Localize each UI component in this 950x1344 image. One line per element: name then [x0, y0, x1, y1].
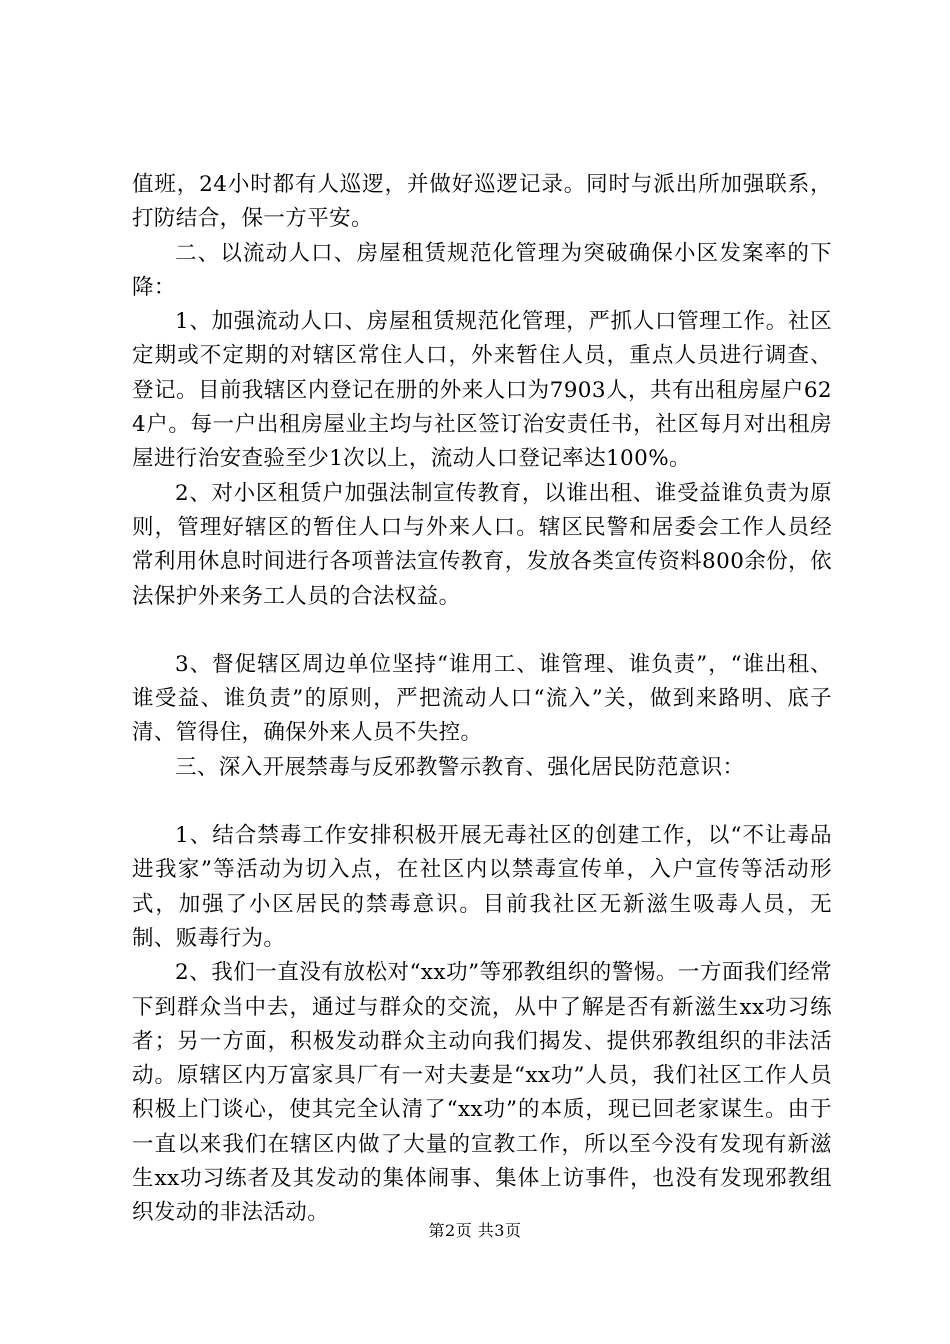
page-number-label: 第2页 共3页 — [428, 1221, 522, 1240]
paragraph-3-1: 1、结合禁毒工作安排积极开展无毒社区的创建工作，以“不让毒品进我家”等活动为切入点，在社区内以禁毒宣传单，入户宣传等活动形式，加强了小区居民的禁毒意识。目前我社区无新滋生吸毒人员，无制、贩毒行为。 — [132, 823, 832, 951]
paragraph-2-2: 2、对小区租赁户加强法制宣传教育，以谁出租、谁受益谁负责为原则，管理好辖区的暂住人口与外来人口。辖区民警和居委会工作人员经常利用休息时间进行各项普法宣传教育，发放各类宣传资料800余份，依法保护外来务工人员的合法权益。 — [132, 480, 832, 609]
section-heading-3: 三、深入开展禁毒与反邪教警示教育、强化居民防范意识： — [175, 754, 745, 780]
paragraph-2-1: 1、加强流动人口、房屋租赁规范化管理，严抓人口管理工作。社区定期或不定期的对辖区常住人口，外来暂住人员，重点人员进行调查、登记。目前我辖区内登记在册的外来人口为7903人，共有出租房屋户624户。每一户出租房屋业主均与社区签订治安责任书，社区每月对出租房屋进行治安查验至少1次以上，流动人口登记率达100%。 — [132, 309, 832, 472]
paragraph-3-2: 2、我们一直没有放松对“xx功”等邪教组织的警惕。一方面我们经常下到群众当中去，通过与群众的交流，从中了解是否有新滋生xx功习练者；另一方面，积极发动群众主动向我们揭发、提供邪教组织的非法活动。原辖区内万富家具厂有一对夫妻是“xx功”人员，我们社区工作人员积极上门谈心，使其完全认清了“xx功”的本质，现已回老家谋生。由于一直以来我们在辖区内做了大量的宣教工作，所以至今没有发现有新滋生xx功习练者及其发动的集体闹事、集体上访事件，也没有发现邪教组织发动的非法活动。 — [132, 960, 832, 1226]
page-footer — [0, 1220, 950, 1242]
section-heading-2: 二、以流动人口、房屋租赁规范化管理为突破确保小区发案率的下降： — [132, 240, 832, 300]
paragraph-2-3: 3、督促辖区周边单位坚持“谁用工、谁管理、谁负责”，“谁出租、谁受益、谁负责”的原则，严把流动人口“流入”关，做到来路明、底子清、管得住，确保外来人员不失控。 — [132, 651, 832, 746]
paragraph-continuation: 值班，24小时都有人巡逻，并做好巡逻记录。同时与派出所加强联系，打防结合，保一方平安。 — [132, 172, 832, 232]
document-body — [132, 168, 832, 1231]
